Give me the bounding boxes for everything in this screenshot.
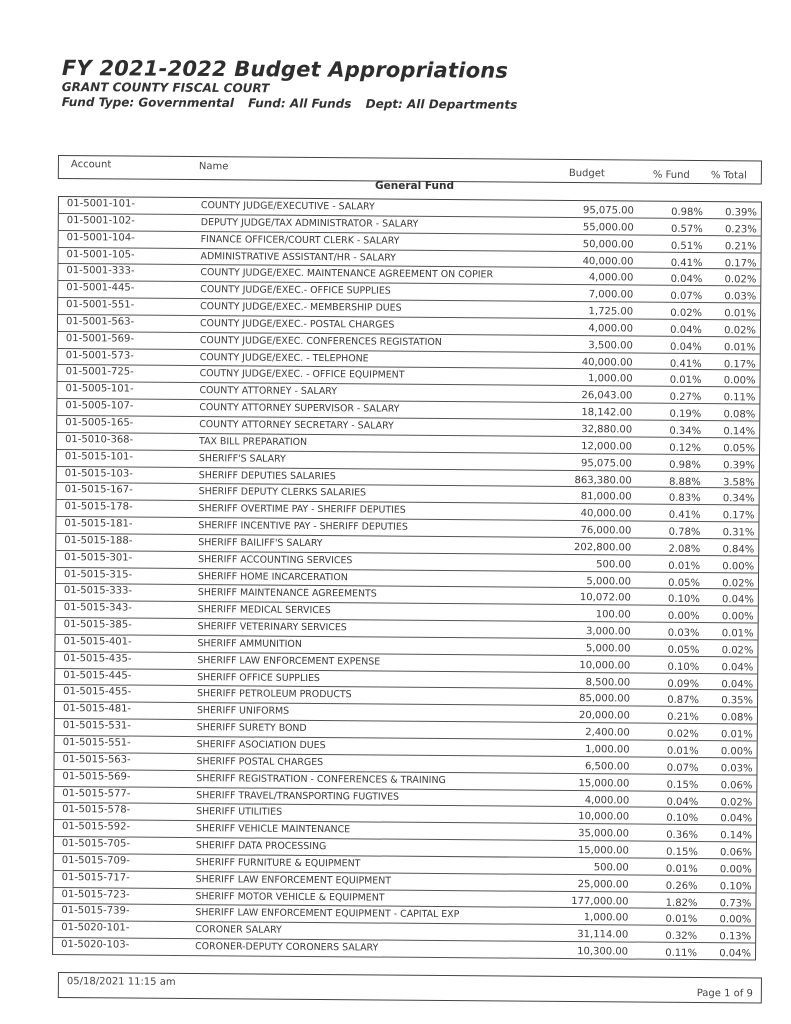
account-cell: 01-5015-188- bbox=[64, 534, 133, 547]
column-header-account: Account bbox=[70, 159, 112, 171]
name-cell: SHERIFF DATA PROCESSING bbox=[195, 840, 327, 853]
budget-cell: 1,000.00 bbox=[583, 912, 629, 924]
page-number: Page 1 of 9 bbox=[696, 988, 753, 1000]
account-cell: 01-5001-101- bbox=[66, 198, 136, 210]
name-cell: COUNTY JUDGE/EXEC.- OFFICE SUPPLIES bbox=[200, 284, 391, 297]
pct-total-cell: 0.08% bbox=[723, 409, 756, 421]
name-cell: SHERIFF ACCOUNTING SERVICES bbox=[198, 553, 353, 567]
account-cell: 01-5015-592- bbox=[62, 821, 131, 833]
name-cell: CORONER-DEPUTY CORONERS SALARY bbox=[195, 941, 379, 954]
pct-total-cell: 0.04% bbox=[721, 662, 754, 674]
budget-cell: 76,000.00 bbox=[580, 525, 632, 537]
report-filters bbox=[62, 95, 518, 113]
pct-fund-cell: 0.15% bbox=[666, 846, 698, 859]
pct-fund-cell: 0.87% bbox=[667, 695, 700, 707]
budget-cell: 18,142.00 bbox=[581, 407, 633, 419]
pct-fund-cell: 0.78% bbox=[668, 526, 701, 539]
pct-fund-cell: 0.02% bbox=[666, 728, 699, 741]
pct-fund-cell: 0.05% bbox=[668, 577, 701, 589]
pct-total-cell: 0.04% bbox=[722, 594, 754, 606]
pct-total-cell: 0.04% bbox=[721, 678, 754, 691]
pct-total-cell: 0.00% bbox=[722, 560, 755, 573]
account-cell: 01-5001-569- bbox=[65, 332, 135, 345]
pct-total-cell: 0.11% bbox=[723, 392, 756, 404]
account-cell: 01-5001-563- bbox=[65, 315, 135, 328]
budget-cell: 1,000.00 bbox=[585, 744, 630, 756]
pct-total-cell: 0.00% bbox=[721, 611, 754, 623]
account-cell: 01-5001-573- bbox=[65, 349, 134, 362]
pct-fund-cell: 0.11% bbox=[665, 947, 698, 960]
name-cell: SHERIFF DEPUTIES SALARIES bbox=[198, 469, 336, 482]
budget-cell: 20,000.00 bbox=[578, 710, 630, 722]
name-cell: SHERIFF INCENTIVE PAY - SHERIFF DEPUTIES bbox=[198, 520, 408, 533]
account-cell: 01-5001-333- bbox=[66, 265, 135, 277]
account-cell: 01-5001-102- bbox=[66, 214, 135, 227]
pct-total-cell: 0.08% bbox=[721, 712, 753, 724]
name-cell: COUNTY JUDGE/EXEC.- MEMBERSHIP DUES bbox=[200, 301, 402, 314]
budget-cell: 40,000.00 bbox=[581, 356, 633, 369]
pct-fund-cell: 0.01% bbox=[666, 745, 699, 758]
report-header bbox=[62, 56, 518, 113]
name-cell: COUNTY JUDGE/EXEC.- POSTAL CHARGES bbox=[199, 318, 395, 331]
account-cell: 01-5015-315- bbox=[63, 568, 133, 581]
pct-fund-cell: 1.82% bbox=[665, 897, 698, 909]
pct-total-cell: 0.73% bbox=[719, 897, 752, 910]
pct-total-cell: 0.00% bbox=[719, 914, 752, 926]
name-cell: SHERIFF OFFICE SUPPLIES bbox=[197, 671, 320, 684]
name-cell: COUNTY JUDGE/EXECUTIVE - SALARY bbox=[200, 200, 375, 213]
pct-fund-cell: 0.02% bbox=[670, 307, 703, 320]
pct-total-cell: 0.03% bbox=[724, 291, 757, 303]
pct-total-cell: 0.13% bbox=[719, 931, 752, 943]
fund-type-filter: Fund Type: Governmental bbox=[61, 94, 235, 111]
name-cell: COUNTY JUDGE/EXEC. CONFERENCES REGISTATION bbox=[199, 334, 442, 348]
pct-fund-cell: 0.32% bbox=[665, 931, 698, 943]
budget-cell: 5,000.00 bbox=[585, 643, 631, 655]
pct-fund-cell: 0.04% bbox=[666, 796, 699, 808]
pct-total-cell: 0.02% bbox=[721, 645, 754, 657]
pct-fund-cell: 0.03% bbox=[667, 627, 700, 640]
account-cell: 01-5015-435- bbox=[63, 652, 132, 665]
name-cell: COUNTY JUDGE/EXEC. - TELEPHONE bbox=[199, 351, 369, 365]
budget-cell: 863,380.00 bbox=[574, 474, 632, 487]
pct-fund-cell: 0.09% bbox=[667, 678, 700, 690]
report-title: FY 2021-2022 Budget Appropriations bbox=[61, 56, 509, 83]
name-cell: COUNTY JUDGE/EXEC. MAINTENANCE AGREEMENT ON COPIER bbox=[200, 267, 494, 281]
pct-total-cell: 0.06% bbox=[720, 779, 753, 792]
pct-fund-cell: 0.19% bbox=[669, 408, 702, 421]
budget-cell: 10,000.00 bbox=[578, 811, 630, 823]
pct-fund-cell: 0.57% bbox=[670, 223, 703, 235]
account-cell: 01-5001-445- bbox=[66, 282, 135, 294]
budget-cell: 6,500.00 bbox=[584, 761, 630, 773]
budget-cell: 15,000.00 bbox=[578, 777, 630, 790]
pct-total-cell: 0.04% bbox=[720, 813, 753, 825]
dept-filter: Dept: All Departments bbox=[365, 96, 518, 112]
name-cell: SHERIFF VEHICLE MAINTENANCE bbox=[195, 823, 351, 836]
pct-fund-cell: 0.07% bbox=[666, 762, 699, 774]
name-cell: SHERIFF MAINTENANCE AGREEMENTS bbox=[197, 587, 377, 600]
pct-fund-cell: 0.04% bbox=[670, 324, 703, 336]
pct-total-cell: 0.14% bbox=[723, 426, 756, 438]
account-cell: 01-5015-723- bbox=[61, 888, 130, 901]
budget-cell: 4,000.00 bbox=[588, 323, 634, 335]
account-cell: 01-5005-101- bbox=[65, 383, 134, 395]
account-cell: 01-5001-105- bbox=[66, 248, 135, 261]
pct-fund-cell: 0.41% bbox=[670, 257, 703, 269]
pct-total-cell: 0.35% bbox=[721, 695, 754, 707]
pct-fund-cell: 0.26% bbox=[665, 880, 698, 892]
budget-cell: 100.00 bbox=[595, 609, 631, 621]
budget-cell: 85,000.00 bbox=[579, 693, 631, 705]
pct-fund-cell: 0.04% bbox=[670, 274, 703, 286]
account-cell: 01-5015-563- bbox=[62, 753, 131, 766]
pct-fund-cell: 0.10% bbox=[666, 813, 699, 825]
pct-fund-cell: 0.00% bbox=[667, 611, 700, 623]
pct-total-cell: 0.10% bbox=[719, 880, 752, 893]
account-cell: 01-5015-578- bbox=[62, 804, 131, 816]
pct-fund-cell: 0.01% bbox=[668, 560, 701, 572]
name-cell: COUTNY JUDGE/EXEC. - OFFICE EQUIPMENT bbox=[199, 368, 405, 382]
pct-fund-cell: 0.51% bbox=[670, 240, 703, 252]
account-cell: 01-5001-725- bbox=[65, 366, 134, 379]
name-cell: SHERIFF UNIFORMS bbox=[196, 705, 290, 718]
budget-cell: 15,000.00 bbox=[577, 845, 629, 857]
budget-cell: 12,000.00 bbox=[581, 440, 633, 453]
name-cell: SHERIFF'S SALARY bbox=[198, 452, 286, 465]
column-header-pct-total: % Total bbox=[710, 170, 747, 182]
pct-fund-cell: 0.83% bbox=[668, 493, 701, 505]
account-cell: 01-5010-368- bbox=[65, 433, 134, 446]
pct-fund-cell: 0.41% bbox=[668, 509, 701, 522]
name-cell: SHERIFF DEPUTY CLERKS SALARIES bbox=[198, 486, 367, 499]
budget-cell: 177,000.00 bbox=[571, 895, 629, 908]
pct-total-cell: 0.39% bbox=[725, 207, 757, 219]
account-cell: 01-5015-103- bbox=[64, 467, 133, 480]
pct-total-cell: 0.39% bbox=[723, 459, 755, 472]
pct-total-cell: 0.02% bbox=[724, 325, 757, 337]
pct-total-cell: 0.01% bbox=[724, 341, 756, 354]
fund-group-label: General Fund bbox=[375, 180, 454, 192]
name-cell: DEPUTY JUDGE/TAX ADMINISTRATOR - SALARY bbox=[200, 216, 419, 230]
pct-total-cell: 0.06% bbox=[720, 847, 752, 859]
pct-fund-cell: 0.12% bbox=[669, 442, 702, 454]
name-cell: SHERIFF FURNITURE & EQUIPMENT bbox=[195, 857, 361, 870]
pct-total-cell: 0.05% bbox=[723, 443, 756, 455]
budget-cell: 5,000.00 bbox=[586, 575, 632, 588]
pct-total-cell: 0.21% bbox=[724, 240, 757, 253]
pct-fund-cell: 0.01% bbox=[665, 863, 698, 875]
budget-cell: 500.00 bbox=[596, 558, 632, 571]
pct-fund-cell: 0.01% bbox=[669, 375, 702, 387]
pct-fund-cell: 0.34% bbox=[669, 425, 702, 438]
account-cell: 01-5015-445- bbox=[63, 669, 132, 682]
name-cell: SHERIFF LAW ENFORCEMENT EXPENSE bbox=[197, 654, 381, 668]
account-cell: 01-5005-165- bbox=[65, 417, 134, 429]
pct-total-cell: 0.31% bbox=[722, 527, 755, 539]
pct-total-cell: 0.17% bbox=[722, 510, 755, 522]
name-cell: SHERIFF SURETY BOND bbox=[196, 722, 307, 735]
budget-cell: 1,000.00 bbox=[588, 373, 633, 385]
budget-cell: 55,000.00 bbox=[582, 221, 634, 234]
pct-total-cell: 0.01% bbox=[720, 729, 753, 741]
column-header-pct-fund: % Fund bbox=[652, 169, 690, 181]
account-cell: 01-5015-301- bbox=[64, 551, 133, 564]
pct-fund-cell: 0.36% bbox=[666, 830, 699, 842]
account-cell: 01-5015-709- bbox=[61, 854, 130, 867]
account-cell: 01-5015-481- bbox=[62, 703, 132, 715]
name-cell: SHERIFF VETERINARY SERVICES bbox=[197, 621, 347, 634]
pct-fund-cell: 0.15% bbox=[666, 779, 699, 791]
pct-total-cell: 0.34% bbox=[722, 493, 755, 505]
pct-total-cell: 0.03% bbox=[720, 763, 753, 775]
account-cell: 01-5015-717- bbox=[61, 871, 130, 884]
account-cell: 01-5015-569- bbox=[62, 770, 131, 783]
account-cell: 01-5020-101- bbox=[61, 922, 130, 934]
name-cell: SHERIFF AMMUNITION bbox=[197, 638, 302, 650]
page-footer bbox=[58, 972, 762, 1004]
name-cell: SHERIFF TRAVEL/TRANSPORTING FUGTIVES bbox=[196, 789, 400, 803]
report-timestamp: 05/18/2021 11:15 am bbox=[66, 976, 176, 988]
pct-total-cell: 0.01% bbox=[721, 628, 754, 640]
account-cell: 01-5015-101- bbox=[64, 450, 134, 463]
name-cell: FINANCE OFFICER/COURT CLERK - SALARY bbox=[200, 233, 400, 247]
budget-cell: 202,800.00 bbox=[573, 541, 632, 554]
fund-filter: Fund: All Funds bbox=[248, 96, 352, 111]
budget-cell: 4,000.00 bbox=[584, 794, 630, 807]
pct-fund-cell: 8.88% bbox=[668, 476, 701, 488]
account-cell: 01-5015-551- bbox=[62, 737, 131, 749]
name-cell: SHERIFF BAILIFF'S SALARY bbox=[198, 536, 323, 549]
account-cell: 01-5005-107- bbox=[65, 400, 134, 412]
account-cell: 01-5015-401- bbox=[63, 635, 132, 648]
pct-total-cell: 0.02% bbox=[722, 577, 755, 590]
budget-cell: 7,000.00 bbox=[588, 289, 634, 301]
budget-cell: 95,075.00 bbox=[580, 457, 632, 470]
pct-total-cell: 0.14% bbox=[720, 830, 753, 842]
account-cell: 01-5015-739- bbox=[61, 905, 130, 918]
budget-cell: 10,300.00 bbox=[577, 946, 629, 958]
account-cell: 01-5015-531- bbox=[62, 720, 131, 732]
pct-fund-cell: 0.10% bbox=[668, 594, 700, 606]
budget-cell: 2,400.00 bbox=[585, 727, 630, 739]
name-cell: SHERIFF MEDICAL SERVICES bbox=[197, 604, 331, 617]
account-cell: 01-5015-385- bbox=[63, 619, 132, 631]
pct-fund-cell: 0.21% bbox=[667, 712, 699, 724]
account-cell: 01-5020-103- bbox=[61, 939, 130, 951]
budget-cell: 500.00 bbox=[593, 862, 629, 874]
pct-total-cell: 0.00% bbox=[719, 864, 752, 876]
pct-fund-cell: 0.05% bbox=[667, 644, 700, 656]
budget-cell: 10,000.00 bbox=[579, 659, 631, 672]
budget-cell: 10,072.00 bbox=[579, 592, 631, 604]
account-cell: 01-5015-577- bbox=[62, 787, 131, 800]
name-cell: TAX BILL PREPARATION bbox=[199, 435, 308, 448]
pct-total-cell: 0.00% bbox=[720, 746, 753, 758]
name-cell: COUNTY ATTORNEY - SALARY bbox=[199, 385, 338, 398]
account-cell: 01-5015-343- bbox=[63, 602, 132, 614]
name-cell: SHERIFF LAW ENFORCEMENT EQUIPMENT - CAPITAL EXP bbox=[195, 907, 460, 921]
account-cell: 01-5001-551- bbox=[66, 299, 135, 311]
pct-total-cell: 0.04% bbox=[719, 948, 752, 960]
account-cell: 01-5001-104- bbox=[66, 231, 135, 244]
budget-cell: 31,114.00 bbox=[577, 929, 629, 941]
budget-cell: 35,000.00 bbox=[578, 828, 630, 840]
pct-total-cell: 0.84% bbox=[722, 544, 755, 556]
pct-total-cell: 0.02% bbox=[724, 274, 757, 286]
budget-table-body bbox=[52, 196, 762, 960]
account-cell: 01-5015-705- bbox=[61, 838, 131, 850]
pct-fund-cell: 0.98% bbox=[669, 459, 701, 471]
name-cell: SHERIFF ASOCIATION DUES bbox=[196, 739, 326, 752]
pct-fund-cell: 2.08% bbox=[668, 543, 701, 555]
column-header-name: Name bbox=[198, 161, 229, 173]
pct-fund-cell: 0.98% bbox=[671, 206, 703, 219]
pct-total-cell: 0.23% bbox=[724, 224, 757, 236]
name-cell: SHERIFF LAW ENFORCEMENT EQUIPMENT bbox=[195, 873, 392, 887]
budget-cell: 95,075.00 bbox=[582, 205, 634, 217]
name-cell: ADMINISTRATIVE ASSISTANT/HR - SALARY bbox=[200, 250, 396, 264]
budget-cell: 3,000.00 bbox=[586, 626, 631, 638]
column-header-budget: Budget bbox=[568, 168, 605, 180]
budget-cell: 26,043.00 bbox=[581, 390, 633, 402]
budget-cell: 25,000.00 bbox=[577, 878, 629, 891]
organization-name: GRANT COUNTY FISCAL COURT bbox=[61, 79, 270, 96]
name-cell: COUNTY ATTORNEY SECRETARY - SALARY bbox=[199, 419, 394, 432]
name-cell: SHERIFF REGISTRATION - CONFERENCES & TRAINING bbox=[196, 772, 446, 786]
name-cell: SHERIFF MOTOR VEHICLE & EQUIPMENT bbox=[195, 890, 385, 904]
budget-cell: 81,000.00 bbox=[580, 491, 632, 503]
account-cell: 01-5015-167- bbox=[64, 484, 133, 496]
name-cell: COUNTY ATTORNEY SUPERVISOR - SALARY bbox=[199, 402, 400, 415]
pct-total-cell: 0.02% bbox=[720, 796, 753, 809]
budget-cell: 50,000.00 bbox=[582, 238, 634, 251]
pct-fund-cell: 0.01% bbox=[665, 914, 698, 926]
name-cell: SHERIFF OVERTIME PAY - SHERIFF DEPUTIES bbox=[198, 503, 406, 516]
account-cell: 01-5015-333- bbox=[63, 585, 133, 597]
account-cell: 01-5015-181- bbox=[64, 518, 133, 530]
account-cell: 01-5015-178- bbox=[64, 501, 133, 513]
budget-cell: 3,500.00 bbox=[588, 339, 633, 352]
pct-total-cell: 0.17% bbox=[724, 257, 757, 270]
account-cell: 01-5015-455- bbox=[63, 686, 132, 699]
name-cell: SHERIFF HOME INCARCERATION bbox=[197, 570, 348, 583]
name-cell: SHERIFF PETROLEUM PRODUCTS bbox=[197, 688, 352, 701]
pct-fund-cell: 0.07% bbox=[670, 291, 703, 303]
pct-total-cell: 0.01% bbox=[724, 308, 757, 320]
pct-fund-cell: 0.10% bbox=[667, 661, 700, 673]
pct-total-cell: 3.58% bbox=[722, 476, 755, 488]
name-cell: SHERIFF UTILITIES bbox=[196, 806, 283, 819]
budget-cell: 40,000.00 bbox=[582, 255, 634, 268]
budget-cell: 8,500.00 bbox=[585, 676, 631, 689]
budget-cell: 4,000.00 bbox=[588, 272, 634, 284]
budget-cell: 40,000.00 bbox=[580, 508, 632, 520]
pct-fund-cell: 0.41% bbox=[669, 358, 702, 370]
name-cell: SHERIFF POSTAL CHARGES bbox=[196, 755, 324, 768]
pct-total-cell: 0.00% bbox=[723, 375, 756, 387]
name-cell: CORONER SALARY bbox=[195, 924, 282, 937]
pct-fund-cell: 0.04% bbox=[670, 341, 702, 353]
budget-cell: 32,880.00 bbox=[581, 424, 633, 436]
pct-total-cell: 0.17% bbox=[723, 358, 756, 371]
budget-cell: 1,725.00 bbox=[588, 306, 634, 318]
pct-fund-cell: 0.27% bbox=[669, 392, 702, 404]
